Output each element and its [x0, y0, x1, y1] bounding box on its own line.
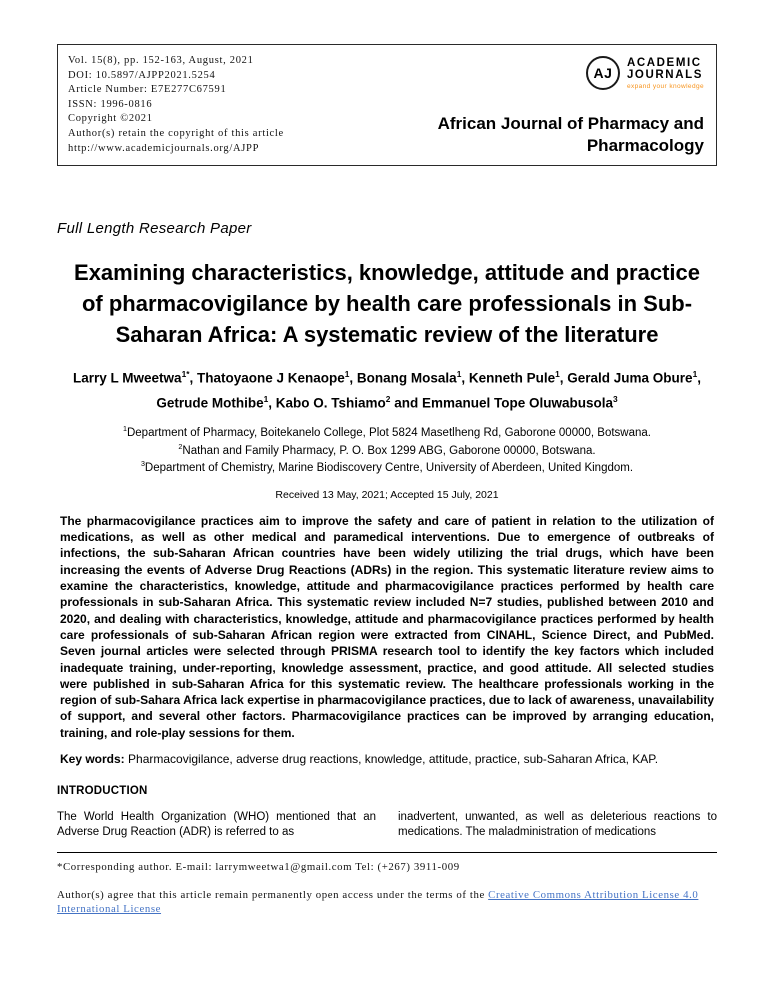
license-link[interactable]: Creative Commons Attribution License 4.0 International License — [57, 888, 699, 916]
keywords — [57, 751, 717, 767]
body-columns — [57, 810, 717, 840]
body-column-right: inadvertent, unwanted, as well as deleterious reactions to medications. The maladministration of medications — [398, 811, 717, 839]
affiliation-line: $^3$Department of Chemistry, Marine Biodiscovery Centre, University of Aberdeen, United Kingdom. — [140, 460, 634, 475]
logo-line-journals: JOURNALS — [626, 69, 703, 81]
journal-meta-line: ISSN: 1996-0816 — [68, 98, 153, 110]
journal-meta-line: Copyright ©2021 — [68, 113, 153, 125]
journal-meta-line: http://www.academicjournals.org/AJPP — [68, 142, 260, 154]
journal-meta-line: DOI: 10.5897/AJPP2021.5254 — [68, 69, 216, 81]
received-dates: Received 13 May, 2021; Accepted 15 July, 2021 — [275, 488, 499, 501]
aj-monogram-text: AJ — [593, 65, 613, 81]
body-column-left: The World Health Organization (WHO) mentioned that an Adverse Drug Reaction (ADR) is referred to as — [57, 811, 376, 839]
keywords-text: Pharmacovigilance, adverse drug reactions, knowledge, attitude, practice, sub-Saharan Africa, KAP. — [124, 752, 659, 767]
academic-journals-logo — [586, 56, 704, 90]
logo-wordmark — [627, 57, 704, 90]
section-heading-introduction: INTRODUCTION — [57, 785, 148, 798]
license-prefix: Author(s) agree that this article remain permanently open access under the terms of the — [57, 888, 489, 901]
aj-monogram-icon — [586, 56, 620, 90]
affiliation-line: $^1$Department of Pharmacy, Boitekanelo College, Plot 5824 Masetlheng Rd, Gaborone 00000, Botswana. — [123, 425, 651, 439]
journal-header-right — [402, 54, 704, 157]
journal-meta-line: Article Number: E7E277C67591 — [68, 84, 227, 96]
keywords-label: Key words: — [60, 752, 125, 767]
license-note — [57, 888, 717, 917]
corresponding-author-note: *Corresponding author. E-mail: larrymweetwa1@gmail.com Tel: (+267) 3911-009 — [57, 861, 460, 874]
affiliation-line: $^2$Nathan and Family Pharmacy, P. O. Box 1299 ABG, Gaborone 00000, Botswana. — [178, 442, 596, 457]
affiliations — [57, 423, 717, 476]
logo-line-academic: ACADEMIC — [626, 56, 702, 69]
journal-title: African Journal of Pharmacy and Pharmacology — [437, 114, 704, 155]
journal-meta — [68, 54, 284, 157]
authors: Larry L Mweetwa$^{1*}$, Thatoyaone J Kenaope$^1$, Bonang Mosala$^1$, Kenneth Pule$^1$, Gerald Juma Obure$^1$, Getrude Mothibe$^1$, Kabo O. Tshiamo$^2$ and Emmanuel Tope Oluwabusola$^3$ — [73, 369, 701, 410]
journal-header — [57, 44, 717, 166]
journal-meta-line: Author(s) retain the copyright of this article — [68, 127, 284, 139]
article-type-label: Full Length Research Paper — [57, 220, 252, 237]
journal-meta-line: Vol. 15(8), pp. 152-163, August, 2021 — [68, 55, 254, 66]
abstract: The pharmacovigilance practices aim to improve the safety and care of patient in relation to the utilization of medications, as well as other medical and paramedical interventions. Due to emergence of outbreaks of infections, the sub-Saharan African countries have been widely utilizing the trial drugs, which have been increasing the events of Adverse Drug Reactions (ADRs) in the region. This systematic literature review aims to examine the characteristics, knowledge, attitude and pharmacovigilance practices performed by health care professionals in sub-Saharan Africa. This systematic review included N=7 studies, published between 2010 and 2020, and dealing with characteristics, knowledge, attitude and pharmacovigilance practices performed by health care professionals of sub-Saharan African region were extracted from CINAHL, Science Direct, and PubMed. Seven journal articles were selected through PRISMA research tool to identify the key factors which included inadequate training, under-reporting, knowledge assessment, practice, and good attitude. All selected studies were published in sub-Saharan Africa for this systematic review. The healthcare professionals working in the region of sub-Sahara Africa lack expertise in pharmacovigilance practices, due to lack of awareness, unavailability of support, and several other factors. Pharmacovigilance practices can be improved by arranging education, training, and role-play sessions for them. — [60, 513, 714, 740]
footnote-area — [57, 852, 717, 917]
article-title: Examining characteristics, knowledge, attitude and practice of pharmacovigilance by health care professionals in Sub-Saharan Africa: A systematic review of the literature — [74, 260, 700, 347]
logo-tagline: expand your knowledge — [626, 82, 704, 90]
